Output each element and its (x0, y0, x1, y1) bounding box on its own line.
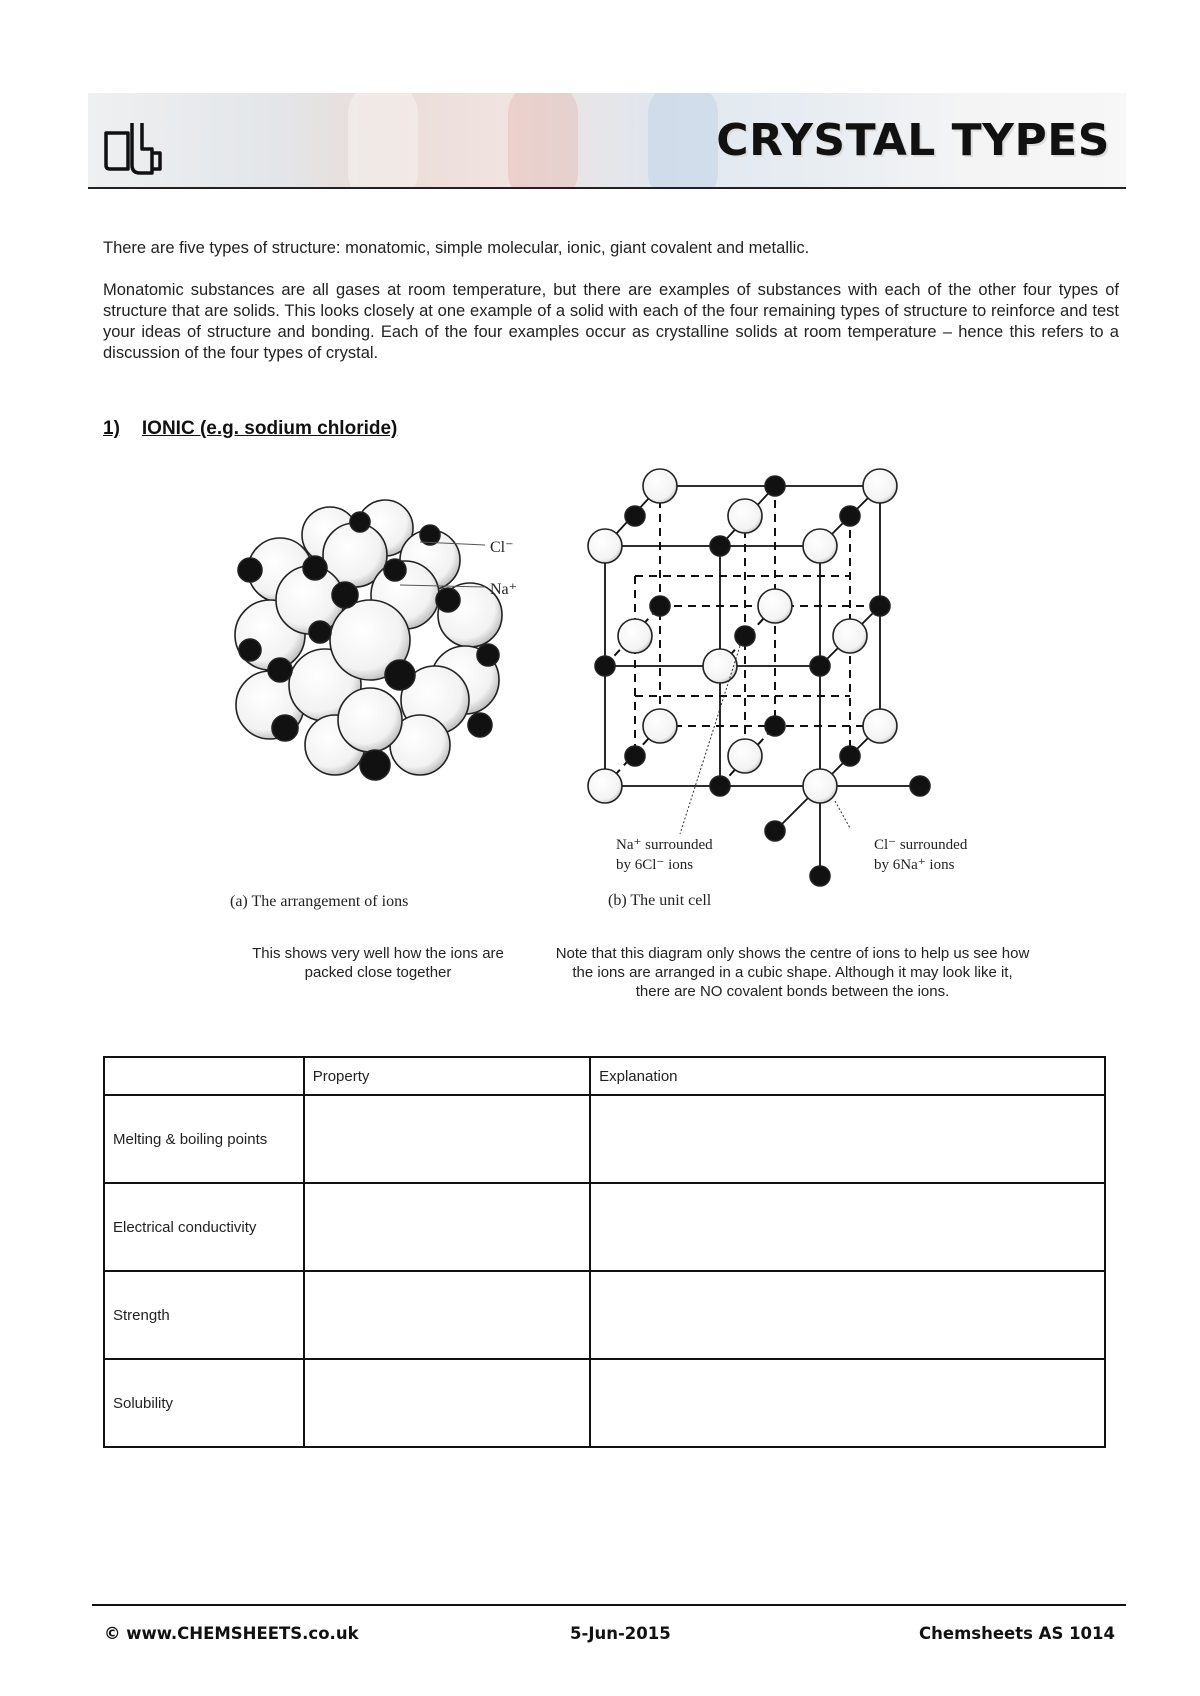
intro-paragraph-1: There are five types of structure: monatomic, simple molecular, ionic, giant covalent and metallic. (103, 239, 810, 257)
label-sodium: Na⁺ (490, 581, 518, 598)
header-cell-explanation: Explanation (590, 1057, 1105, 1095)
footer-website: © www.CHEMSHEETS.co.uk (104, 1624, 359, 1643)
page-title: CRYSTAL TYPES (716, 115, 1110, 166)
section-number: 1) (103, 418, 120, 439)
caption-right: Note that this diagram only shows the centre of ions to help us see how the ions are arranged in a cubic shape. Although it may look like it, there are NO covalent bonds between the ions. (555, 945, 1030, 1000)
row-label: Strength (104, 1271, 304, 1359)
property-cell[interactable] (304, 1271, 590, 1359)
figure-a-caption: (a) The arrangement of ions (230, 893, 409, 910)
label-chloride: Cl⁻ (490, 539, 514, 556)
row-label: Solubility (104, 1359, 304, 1447)
note-sodium-line-1: Na⁺ surrounded (616, 837, 713, 853)
note-chloride-line-1: Cl⁻ surrounded (874, 837, 968, 853)
figure-b-caption: (b) The unit cell (608, 892, 712, 909)
header-banner (88, 93, 1126, 189)
explanation-cell[interactable] (590, 1095, 1105, 1183)
properties-table (103, 1056, 1106, 1448)
table-row (104, 1359, 1105, 1447)
lab-glassware-icon (102, 119, 168, 175)
footer-reference: Chemsheets AS 1014 (919, 1624, 1115, 1643)
row-label: Electrical conductivity (104, 1183, 304, 1271)
footer-date: 5-Jun-2015 (570, 1624, 671, 1643)
header-cell-property: Property (304, 1057, 590, 1095)
caption-left: This shows very well how the ions are packed close together (252, 945, 504, 981)
section-heading-ionic (103, 418, 397, 440)
property-cell[interactable] (304, 1359, 590, 1447)
table-row (104, 1095, 1105, 1183)
figure-unit-cell (580, 456, 1000, 926)
header-cell-blank (104, 1057, 304, 1095)
intro-paragraph-2: Monatomic substances are all gases at room temperature, but there are examples of substances with each of the other four types of structure that are solids. This looks closely at one example of a solid with each of the four remaining types of structure to reinforce and test your ideas of structure and bonding. Each of the four examples occur as crystalline solids at room temperature – hence this refers to a discussion of the four types of crystal. (103, 281, 1119, 362)
table-row (104, 1271, 1105, 1359)
footer-divider (92, 1604, 1126, 1606)
section-title: IONIC (e.g. sodium chloride) (141, 418, 398, 439)
property-cell[interactable] (304, 1095, 590, 1183)
table-header-row (104, 1057, 1105, 1095)
row-label: Melting & boiling points (104, 1095, 304, 1183)
note-chloride-line-2: by 6Na⁺ ions (874, 857, 955, 873)
note-sodium-line-2: by 6Cl⁻ ions (616, 857, 694, 873)
explanation-cell[interactable] (590, 1271, 1105, 1359)
property-cell[interactable] (304, 1183, 590, 1271)
explanation-cell[interactable] (590, 1359, 1105, 1447)
figure-ion-arrangement (230, 480, 570, 920)
table-row (104, 1183, 1105, 1271)
explanation-cell[interactable] (590, 1183, 1105, 1271)
